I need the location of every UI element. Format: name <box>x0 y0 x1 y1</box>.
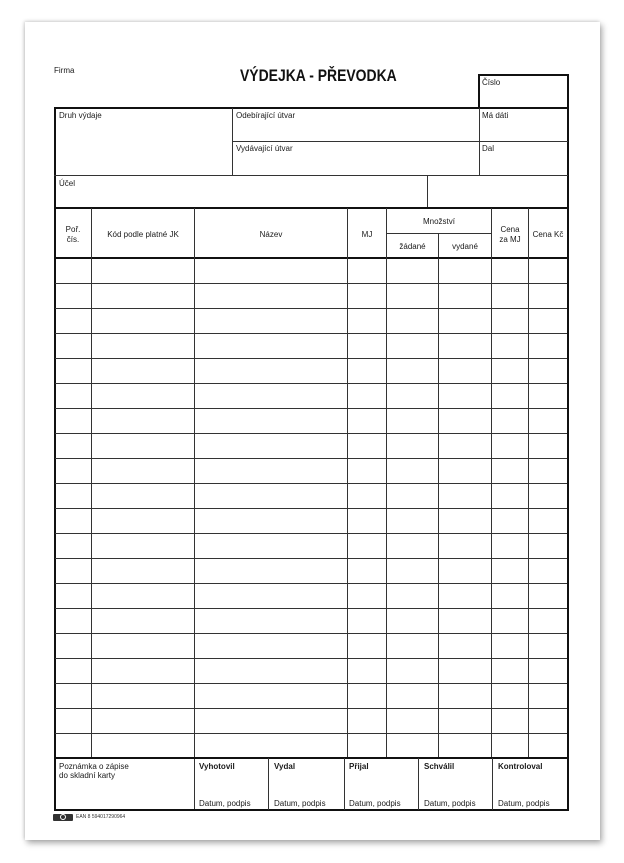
header-mj: MJ <box>361 230 373 239</box>
signature-role-prijal: Přijal <box>349 762 369 771</box>
mnozstvi-subline <box>387 233 491 234</box>
zadane-vydane-divider <box>438 233 439 258</box>
form-title: VÝDEJKA - PŘEVODKA <box>240 66 397 85</box>
header-nazev: Název <box>259 230 283 239</box>
main-box-top <box>54 107 569 109</box>
poznamka-line1: Poznámka o zápise <box>59 762 129 771</box>
table-row[interactable] <box>55 358 567 383</box>
header-cena-za-mj <box>492 225 528 245</box>
cislo-box-top <box>478 74 569 76</box>
table-row[interactable] <box>55 333 567 358</box>
cislo-box-left <box>478 74 480 108</box>
divider-mid <box>232 141 568 142</box>
divider-ucel-right <box>427 175 428 208</box>
signature-hint-kontroloval[interactable]: Datum, podpis <box>498 799 550 808</box>
signature-role-schvalil: Schválil <box>424 762 455 771</box>
header-por-line1: Poř. <box>65 225 81 234</box>
table-row[interactable] <box>55 558 567 583</box>
divider-ucel-top <box>54 175 568 176</box>
publisher-logo-icon <box>53 814 73 821</box>
footer-divider-3 <box>418 758 419 810</box>
signature-hint-vyhotovil[interactable]: Datum, podpis <box>199 799 251 808</box>
table-row[interactable] <box>55 483 567 508</box>
poznamka-line2: do skladní karty <box>59 771 116 780</box>
header-kod: Kód podle platné JK <box>107 230 179 239</box>
signature-hint-prijal[interactable]: Datum, podpis <box>349 799 401 808</box>
table-row[interactable] <box>55 683 567 708</box>
table-row[interactable] <box>55 633 567 658</box>
odebirajici-utvar-field[interactable]: Odebírající útvar <box>236 111 296 120</box>
table-row[interactable] <box>55 658 567 683</box>
table-row[interactable] <box>55 508 567 533</box>
table-row[interactable] <box>55 583 567 608</box>
table-row[interactable] <box>55 308 567 333</box>
header-zadane: žádané <box>399 242 426 251</box>
signature-hint-vydal[interactable]: Datum, podpis <box>274 799 326 808</box>
header-mnozstvi: Množství <box>422 217 455 226</box>
header-cena-kc: Cena Kč <box>532 230 564 239</box>
table-row[interactable] <box>55 283 567 308</box>
signature-role-vydal: Vydal <box>274 762 296 771</box>
table-row[interactable] <box>55 433 567 458</box>
footer-divider-2 <box>344 758 345 810</box>
signature-role-kontroloval: Kontroloval <box>498 762 543 771</box>
table-row[interactable] <box>55 608 567 633</box>
vydavajici-utvar-field[interactable]: Vydávající útvar <box>236 144 293 153</box>
header-za-mj-line2: za MJ <box>499 235 521 244</box>
table-row[interactable] <box>55 708 567 733</box>
header-por-cis <box>55 225 91 245</box>
table-row[interactable] <box>55 533 567 558</box>
footer-divider-4 <box>492 758 493 810</box>
signature-hint-schvalil[interactable]: Datum, podpis <box>424 799 476 808</box>
dal-field[interactable]: Dal <box>482 144 495 153</box>
ma-dati-field[interactable]: Má dáti <box>482 111 509 120</box>
header-cis-line2: čís. <box>66 235 80 244</box>
signature-role-vyhotovil: Vyhotovil <box>199 762 235 771</box>
table-row[interactable] <box>55 258 567 283</box>
table-row[interactable] <box>55 733 567 758</box>
table-row[interactable] <box>55 383 567 408</box>
footer-divider-1 <box>268 758 269 810</box>
ucel-field[interactable]: Účel <box>59 179 76 188</box>
ean-code: EAN 8 594017290964 <box>76 814 126 820</box>
header-vydane: vydané <box>452 242 478 251</box>
cislo-label: Číslo <box>482 78 501 87</box>
firma-label: Firma <box>54 66 75 75</box>
header-cena-line1: Cena <box>500 225 520 234</box>
table-row[interactable] <box>55 408 567 433</box>
frame-right <box>567 74 569 811</box>
table-row[interactable] <box>55 458 567 483</box>
druh-vydaje-field[interactable]: Druh výdaje <box>59 111 102 120</box>
